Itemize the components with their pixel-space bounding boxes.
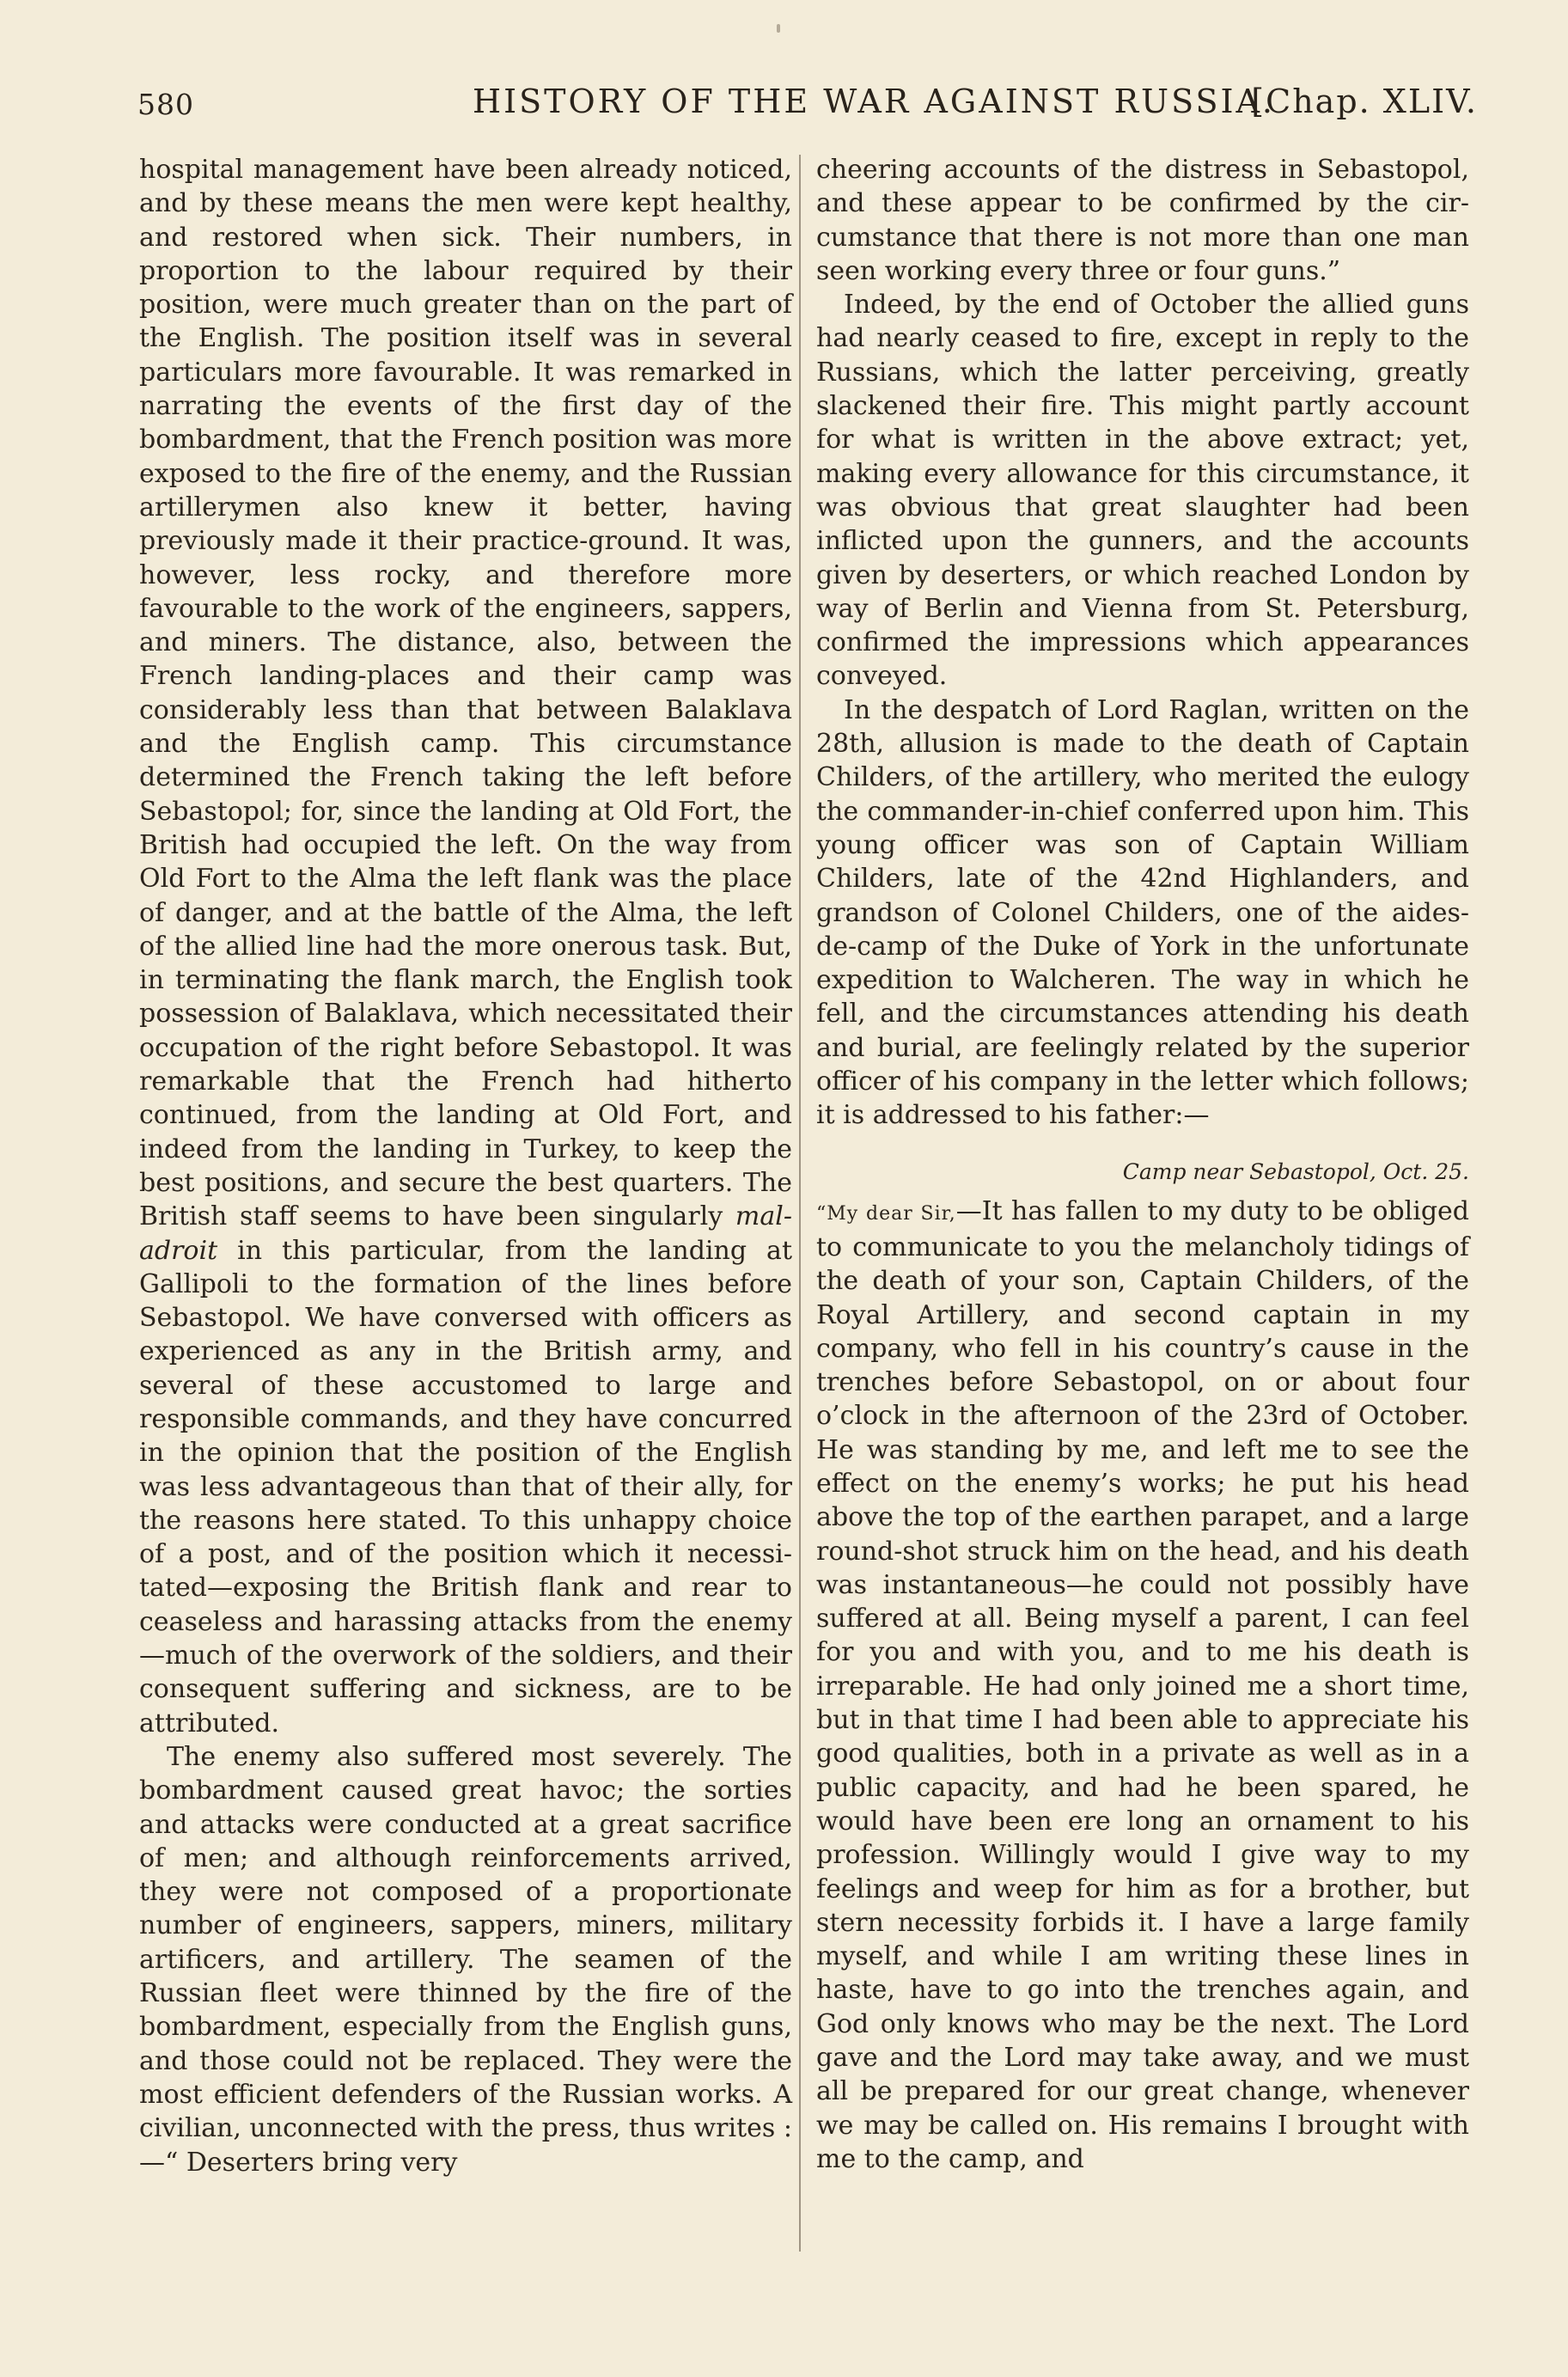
right-paragraph-1: cheering accounts of the distress in Sebastopol, and these appear to be confirmed by the circumstance that there is not more than one man seen working every three or four guns.” (816, 155, 1469, 286)
page-number: 580 (137, 88, 194, 121)
letter-dateline: Camp near Sebastopol, Oct. 25. (1122, 1158, 1469, 1184)
print-mark (777, 24, 780, 33)
running-title: HISTORY OF THE WAR AGAINST RUSSIA. (473, 82, 1276, 120)
left-paragraph-1 (139, 153, 792, 1740)
column-divider (799, 155, 801, 2252)
page-header (137, 82, 1478, 134)
right-column (816, 153, 1469, 2176)
letter-salutation: “My dear Sir, (816, 1202, 956, 1225)
left-column (139, 153, 792, 2179)
chapter-reference: [Chap. XLIV. (1251, 82, 1478, 120)
right-paragraph-3: In the despatch of Lord Raglan, written on the 28th, allusion is made to the death of Captain Childers, of the artillery, who merited the eulogy the commander-in-chief conferred upon him. This young officer was son of Captain William Childers, late of the 42nd Highlanders, and grandson of Colonel Childers, one of the aides-de-camp of the Duke of York in the unfortunate expedition to Walcheren. The way in which he fell, and the circumstances attending his death and burial, are feelingly related by the superior officer of his company in the letter which follows; it is addressed to his father:— (816, 694, 1469, 1131)
left-paragraph-1-text: hospital management have been already noticed, and by these means the men were kept healthy, and restored when sick. Their numbers, in proportion to the labour required by their position, were much greater than on the part of the English. The position itself was in several particulars more favourable. It was remarked in narrating the events of the first day of the bombardment, that the French position was more exposed to the fire of the enemy, and the Russian artillerymen also knew it better, having previously made it their practice-ground. It was, however, less rocky, and therefore more favourable to the work of the engineers, sappers, and miners. The distance, also, between the French landing-places and their camp was considerably less than that between Balaklava and the English camp. This circumstance determined the French taking the left before Sebastopol; for, since the landing at Old Fort, the British had occupied the left. On the way from Old Fort to the Alma the left flank was the place of danger, and at the battle of the Alma, the left of the allied line had the more onerous task. But, in terminating the flank march, the English took possession of Balaklava, which necessitated their occupation of the right before Sebastopol. It was remarkable that the French had hitherto continued, from the landing at Old Fort, and indeed from the landing in Turkey, to keep the best positions, and secure the best quarters. The British staff seems to have been singularly (139, 155, 792, 1232)
letter-paragraph (816, 1195, 1469, 2177)
left-paragraph-2: The enemy also suffered most severely. The bombardment caused great havoc; the sorties and attacks were conducted at a great sacrifice of men; and although reinforcements arrived, they were not composed of a proportionate number of engineers, sappers, miners, military artificers, and artillery. The seamen of the Russian fleet were thinned by the fire of the bombardment, especially from the English guns, and those could not be replaced. They were the most efficient defenders of the Russian works. A civilian, unconnected with the press, thus writes :—“ Deserters bring very (139, 1741, 792, 2178)
italic-term: mal-adroit (139, 1201, 792, 1266)
left-paragraph-1-tail: in this particular, from the landing at Gallipoli to the formation of the lines before Sebastopol. We have conversed with officers as experienced as any in the British army, and several of these accustomed to large and responsible commands, and they have concurred in the opinion that the position of the English was less advantageous than that of their ally, for the reasons here stated. To this unhappy choice of a post, and of the position which it necessitated—exposing the British flank and rear to ceaseless and harassing attacks from the enemy —much of the overwork of the soldiers, and their consequent suffering and sickness, are to be attributed. (139, 1235, 792, 1738)
right-paragraph-2: Indeed, by the end of October the allied guns had nearly ceased to fire, except in reply to the Russians, which the latter perceiving, greatly slackened their fire. This might partly account for what is written in the above extract; yet, making every allowance for this circumstance, it was obvious that great slaughter had been inflicted upon the gunners, and the accounts given by deserters, or which reached London by way of Berlin and Vienna from St. Petersburg, confirmed the impressions which appearances conveyed. (816, 290, 1469, 692)
letter-body: —It has fallen to my duty to be obliged to communicate to you the melancholy tidings of the death of your son, Captain Childers, of the Royal Artillery, and second captain in my company, who fell in his country’s cause in the trenches before Sebastopol, on or about four o’clock in the afternoon of the 23rd of October. He was standing by me, and left me to see the effect on the enemy’s works; he put his head above the top of the earthen parapet, and a large round-shot struck him on the head, and his death was instantaneous—he could not possibly have suffered at all. Being myself a parent, I can feel for you and with you, and to me his death is irreparable. He had only joined me a short time, but in that time I had been able to appreciate his good qualities, both in a private as well as in a public capacity, and had he been spared, he would have been ere long an ornament to his profession. Willingly would I give way to my feelings and weep for him as for a brother, but stern necessity forbids it. I have a large family myself, and while I am writing these lines in haste, have to go into the trenches again, and God only knows who may be the next. The Lord gave and the Lord may take away, and we must all be prepared for our great change, whenever we may be called on. His remains I brought with me to the camp, and (816, 1195, 1469, 2174)
